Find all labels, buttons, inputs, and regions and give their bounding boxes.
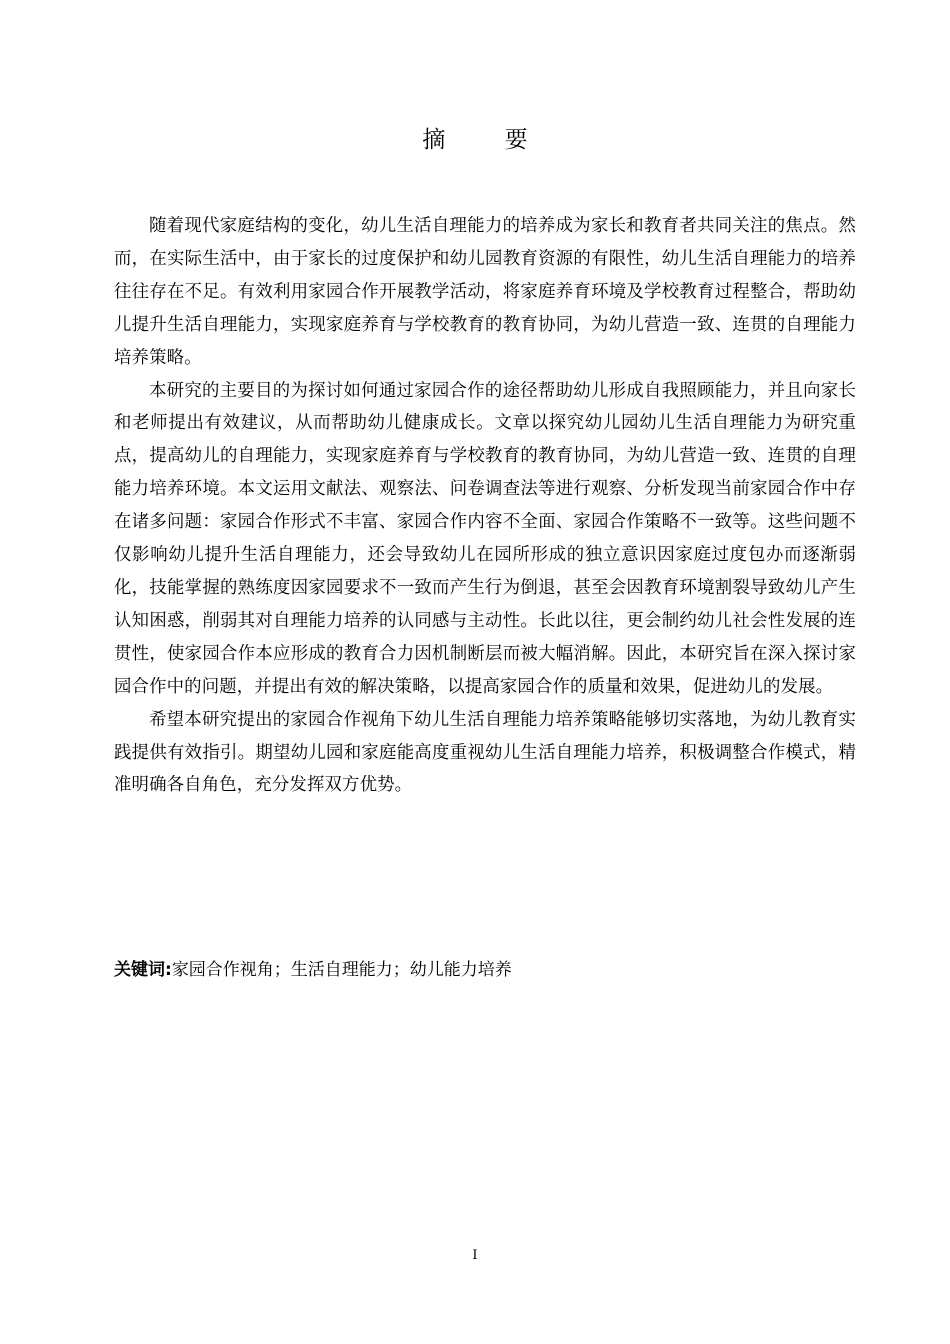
page-number: I [472, 1248, 478, 1263]
abstract-body [114, 210, 856, 802]
abstract-paragraph-3: 希望本研究提出的家园合作视角下幼儿生活自理能力培养策略能够切实落地，为幼儿教育实践提供有效指引。期望幼儿园和家庭能高度重视幼儿生活自理能力培养，积极调整合作模式，精准明确各自角色，充分发挥双方优势。 [114, 709, 856, 796]
abstract-title: 摘 要 [422, 127, 554, 153]
keywords-line [114, 954, 856, 986]
abstract-paragraph-1: 随着现代家庭结构的变化，幼儿生活自理能力的培养成为家长和教育者共同关注的焦点。然而，在实际生活中，由于家长的过度保护和幼儿园教育资源的有限性，幼儿生活自理能力的培养往往存在不足。有效利用家园合作开展教学活动，将家庭养育环境及学校教育过程整合，帮助幼儿提升生活自理能力，实现家庭养育与学校教育的教育协同，为幼儿营造一致、连贯的自理能力培养策略。 [114, 216, 856, 368]
abstract-paragraph-2: 本研究的主要目的为探讨如何通过家园合作的途径帮助幼儿形成自我照顾能力，并且向家长和老师提出有效建议，从而帮助幼儿健康成长。文章以探究幼儿园幼儿生活自理能力为研究重点，提高幼儿的自理能力，实现家庭养育与学校教育的教育协同，为幼儿营造一致、连贯的自理能力培养环境。本文运用文献法、观察法、问卷调查法等进行观察、分析发现当前家园合作中存在诸多问题：家园合作形式不丰富、家园合作内容不全面、家园合作策略不一致等。这些问题不仅影响幼儿提升生活自理能力，还会导致幼儿在园所形成的独立意识因家庭过度包办而逐渐弱化，技能掌握的熟练度因家园要求不一致而产生行为倒退，甚至会因教育环境割裂导致幼儿产生认知困惑，削弱其对自理能力培养的认同感与主动性。长此以往，更会制约幼儿社会性发展的连贯性，使家园合作本应形成的教育合力因机制断层而被大幅消解。因此，本研究旨在深入探讨家园合作中的问题，并提出有效的解决策略，以提高家园合作的质量和效果，促进幼儿的发展。 [114, 380, 856, 697]
keywords-text: 家园合作视角；生活自理能力；幼儿能力培养 [171, 960, 512, 980]
keywords-label: 关键词: [114, 960, 172, 980]
